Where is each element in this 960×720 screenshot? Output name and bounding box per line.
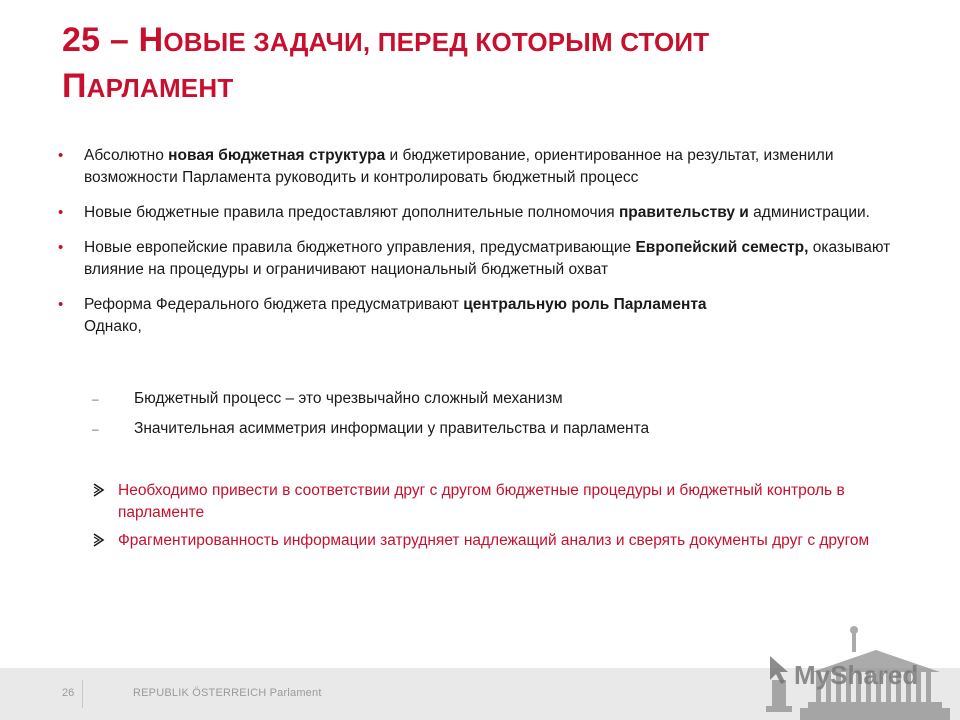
conclusion-item xyxy=(92,480,922,524)
footer-organization: REPUBLIK ÖSTERREICH Parlament xyxy=(133,687,322,699)
arrow-bullet-icon xyxy=(92,531,106,549)
dash-item xyxy=(92,388,892,410)
bullet-text: администрации. xyxy=(748,204,870,221)
bullet-dot-icon: • xyxy=(58,204,64,221)
bullet-list xyxy=(58,145,918,351)
myshared-watermark-logo xyxy=(764,622,954,720)
bullet-item xyxy=(58,294,918,338)
arrow-bullet-icon xyxy=(92,481,106,499)
dash-mark-icon: – xyxy=(92,422,99,436)
bullet-emphasis: центральную роль Парламента xyxy=(463,296,707,313)
conclusion-item xyxy=(92,530,922,552)
bullet-emphasis: Европейский семестр, xyxy=(635,239,809,256)
title-line2: АРЛАМЕНТ xyxy=(86,73,234,103)
bullet-dot-icon: • xyxy=(58,147,64,164)
bullet-text: Новые европейские правила бюджетного управления, предусматривающие xyxy=(84,239,636,256)
title-text: ОВЫЕ ЗАДАЧИ, ПЕРЕД КОТОРЫМ СТОИТ xyxy=(163,27,710,57)
dash-text: Значительная асимметрия информации у правительства и парламента xyxy=(134,420,650,437)
conclusion-text: Фрагментированность информации затрудняет надлежащий анализ и сверять документы друг с другом xyxy=(118,532,870,549)
bullet-dot-icon: • xyxy=(58,296,64,313)
slide-title xyxy=(62,18,922,110)
conclusion-list xyxy=(92,480,922,558)
dash-item xyxy=(92,418,892,440)
dash-list xyxy=(92,388,892,448)
bullet-text: оказывают влияние на процедуры и ограничивают национальный бюджетный охват xyxy=(84,239,891,278)
bullet-item xyxy=(58,237,918,281)
bullet-text: и бюджетирование, ориентированное на результат, изменили возможности Парламента руководить и контролировать бюджетный процесс xyxy=(84,147,834,186)
title-number: 25 – Н xyxy=(62,21,164,59)
footer-divider xyxy=(82,680,83,708)
watermark-text: MyShared xyxy=(794,660,919,690)
bullet-text: Новые бюджетные правила предоставляют дополнительные полномочия xyxy=(84,204,619,221)
bullet-item xyxy=(58,202,918,224)
title-line2-initial: П xyxy=(62,67,87,105)
bullet-text: Абсолютно xyxy=(84,147,169,164)
bullet-emphasis: новая бюджетная структура xyxy=(168,147,386,164)
dash-text: Бюджетный процесс – это чрезвычайно сложный механизм xyxy=(134,390,563,407)
bullet-dot-icon: • xyxy=(58,239,64,256)
bullet-text: Однако, xyxy=(84,318,142,335)
dash-mark-icon: – xyxy=(92,392,99,406)
bullet-text: Реформа Федерального бюджета предусматривают xyxy=(84,296,464,313)
bullet-item xyxy=(58,145,918,189)
bullet-emphasis: правительству и xyxy=(618,204,749,221)
page-number: 26 xyxy=(62,687,75,699)
conclusion-text: Необходимо привести в соответствии друг с другом бюджетные процедуры и бюджетный контроль в парламенте xyxy=(118,482,845,521)
